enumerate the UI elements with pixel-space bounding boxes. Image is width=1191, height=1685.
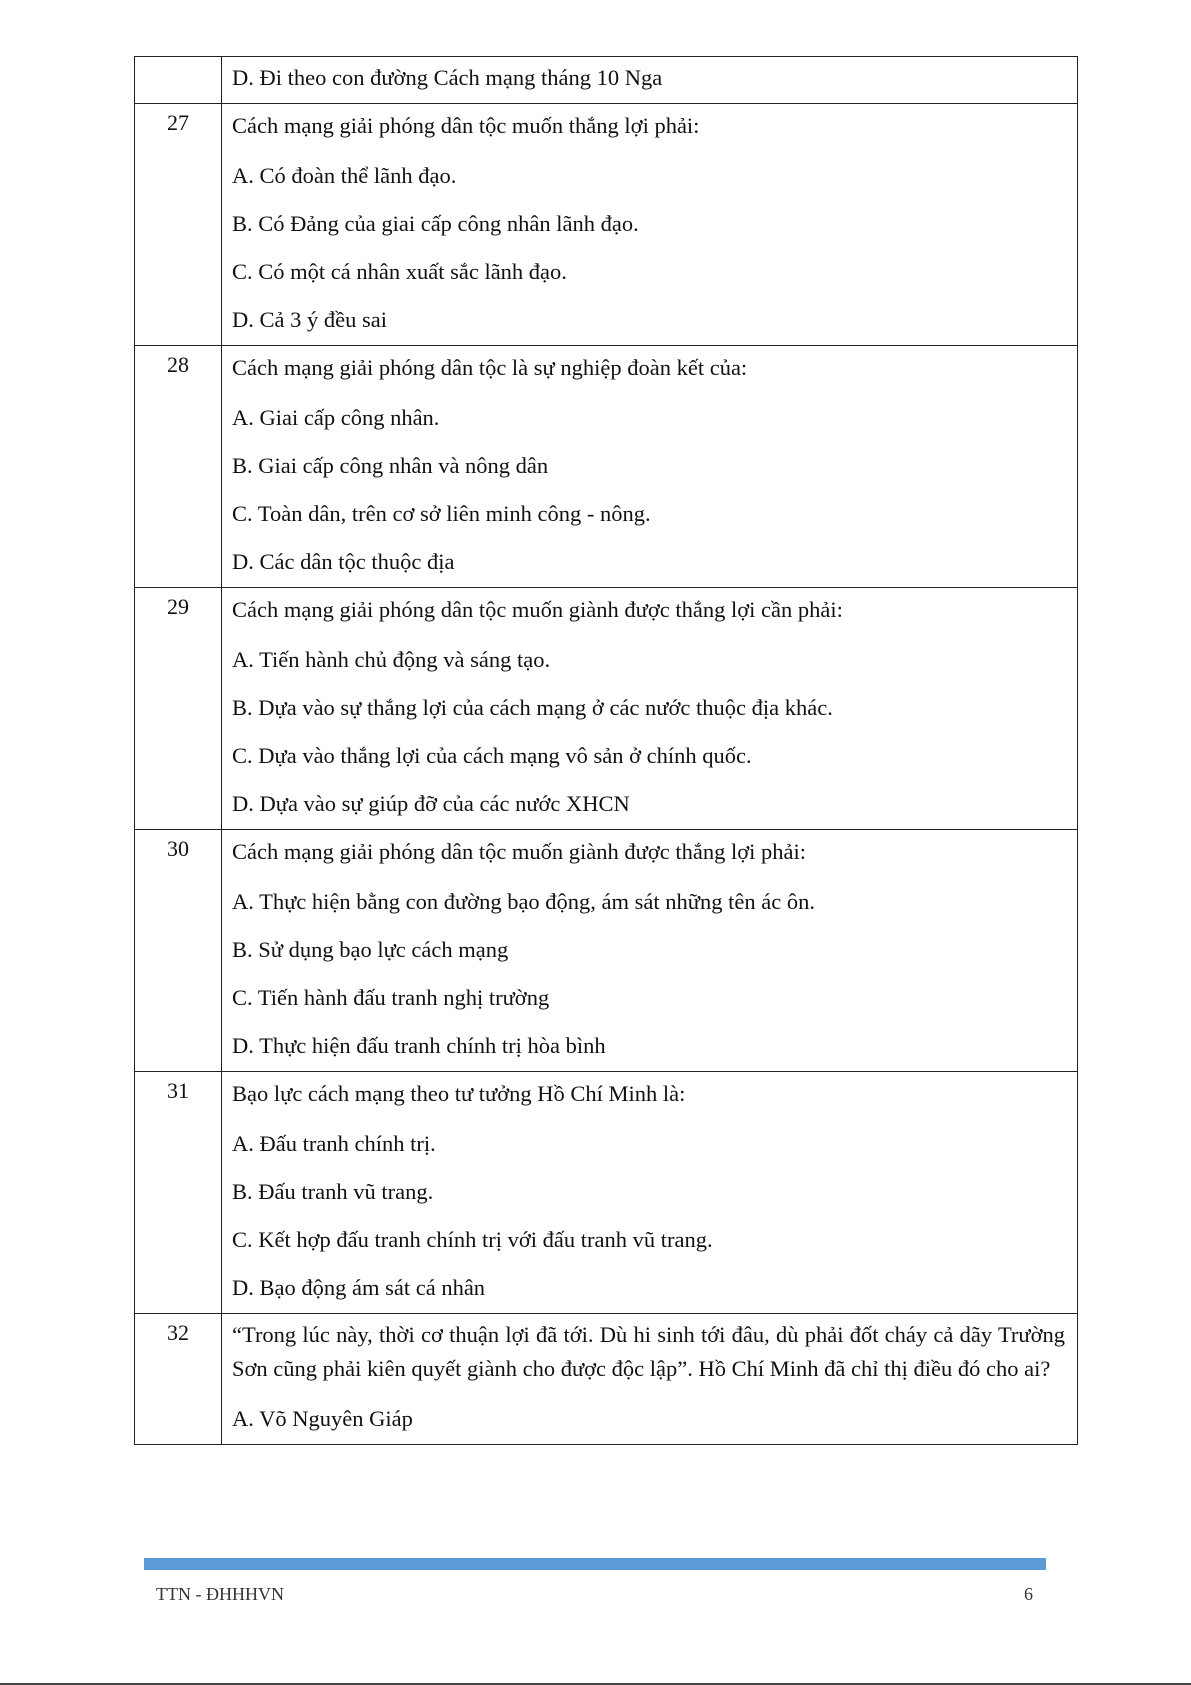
- question-body-cell: [222, 57, 1078, 104]
- option-b: B. Đấu tranh vũ trang.: [232, 1179, 434, 1204]
- table-row-question-29: [135, 588, 1078, 830]
- option-d: D. Đi theo con đường Cách mạng tháng 10 Nga: [232, 65, 663, 90]
- option-d: D. Dựa vào sự giúp đỡ của các nước XHCN: [232, 791, 630, 816]
- option-c: C. Toàn dân, trên cơ sở liên minh công - nông.: [232, 501, 651, 526]
- option-c: C. Có một cá nhân xuất sắc lãnh đạo.: [232, 259, 567, 284]
- question-number-cell: [135, 57, 222, 104]
- question-text: Bạo lực cách mạng theo tư tưởng Hồ Chí Minh là:: [232, 1081, 686, 1106]
- question-text: “Trong lúc này, thời cơ thuận lợi đã tới. Dù hi sinh tới đâu, dù phải đốt cháy cả dãy Trường Sơn cũng phải kiên quyết giành cho được độc lập”. Hồ Chí Minh đã chỉ thị điều đó cho ai?: [232, 1322, 1065, 1381]
- question-body-cell: [222, 104, 1078, 346]
- option-b: B. Sử dụng bạo lực cách mạng: [232, 937, 509, 962]
- option-c: C. Kết hợp đấu tranh chính trị với đấu tranh vũ trang.: [232, 1227, 713, 1252]
- question-number: 31: [135, 1072, 222, 1314]
- question-number: 28: [135, 346, 222, 588]
- table-row-question-28: [135, 346, 1078, 588]
- option-d: D. Cả 3 ý đều sai: [232, 307, 387, 332]
- option-a: A. Tiến hành chủ động và sáng tạo.: [232, 647, 551, 672]
- table-row-continuation: [135, 57, 1078, 104]
- question-body-cell: [222, 346, 1078, 588]
- table-row-question-30: [135, 830, 1078, 1072]
- option-a: A. Thực hiện bằng con đường bạo động, ám sát những tên ác ôn.: [232, 889, 815, 914]
- question-body-cell: [222, 588, 1078, 830]
- option-c: C. Tiến hành đấu tranh nghị trường: [232, 985, 550, 1010]
- question-text: Cách mạng giải phóng dân tộc muốn giành được thắng lợi phải:: [232, 839, 807, 864]
- question-number: 29: [135, 588, 222, 830]
- table-row-question-31: [135, 1072, 1078, 1314]
- option-b: B. Có Đảng của giai cấp công nhân lãnh đạo.: [232, 211, 639, 236]
- question-table: [134, 56, 1078, 1445]
- option-d: D. Các dân tộc thuộc địa: [232, 549, 455, 574]
- question-text: Cách mạng giải phóng dân tộc muốn giành được thắng lợi cần phải:: [232, 597, 843, 622]
- page-number: 6: [1024, 1584, 1033, 1604]
- option-a: A. Có đoàn thể lãnh đạo.: [232, 163, 457, 188]
- footer-institution: TTN - ĐHHHVN: [156, 1584, 284, 1604]
- question-number: 30: [135, 830, 222, 1072]
- option-a: A. Võ Nguyên Giáp: [232, 1406, 413, 1431]
- question-number: 32: [135, 1314, 222, 1445]
- option-a: A. Đấu tranh chính trị.: [232, 1131, 436, 1156]
- table-row-question-27: [135, 104, 1078, 346]
- question-text: Cách mạng giải phóng dân tộc muốn thắng lợi phải:: [232, 113, 700, 138]
- footer-divider-bar: [144, 1558, 1046, 1570]
- option-c: C. Dựa vào thắng lợi của cách mạng vô sản ở chính quốc.: [232, 743, 752, 768]
- option-a: A. Giai cấp công nhân.: [232, 405, 440, 430]
- question-number: 27: [135, 104, 222, 346]
- question-text: Cách mạng giải phóng dân tộc là sự nghiệp đoàn kết của:: [232, 355, 748, 380]
- option-d: D. Thực hiện đấu tranh chính trị hòa bình: [232, 1033, 606, 1058]
- question-body-cell: [222, 830, 1078, 1072]
- option-d: D. Bạo động ám sát cá nhân: [232, 1275, 486, 1300]
- question-body-cell: [222, 1072, 1078, 1314]
- option-b: B. Giai cấp công nhân và nông dân: [232, 453, 549, 478]
- question-body-cell: [222, 1314, 1078, 1445]
- table-row-question-32: [135, 1314, 1078, 1445]
- option-b: B. Dựa vào sự thắng lợi của cách mạng ở các nước thuộc địa khác.: [232, 695, 833, 720]
